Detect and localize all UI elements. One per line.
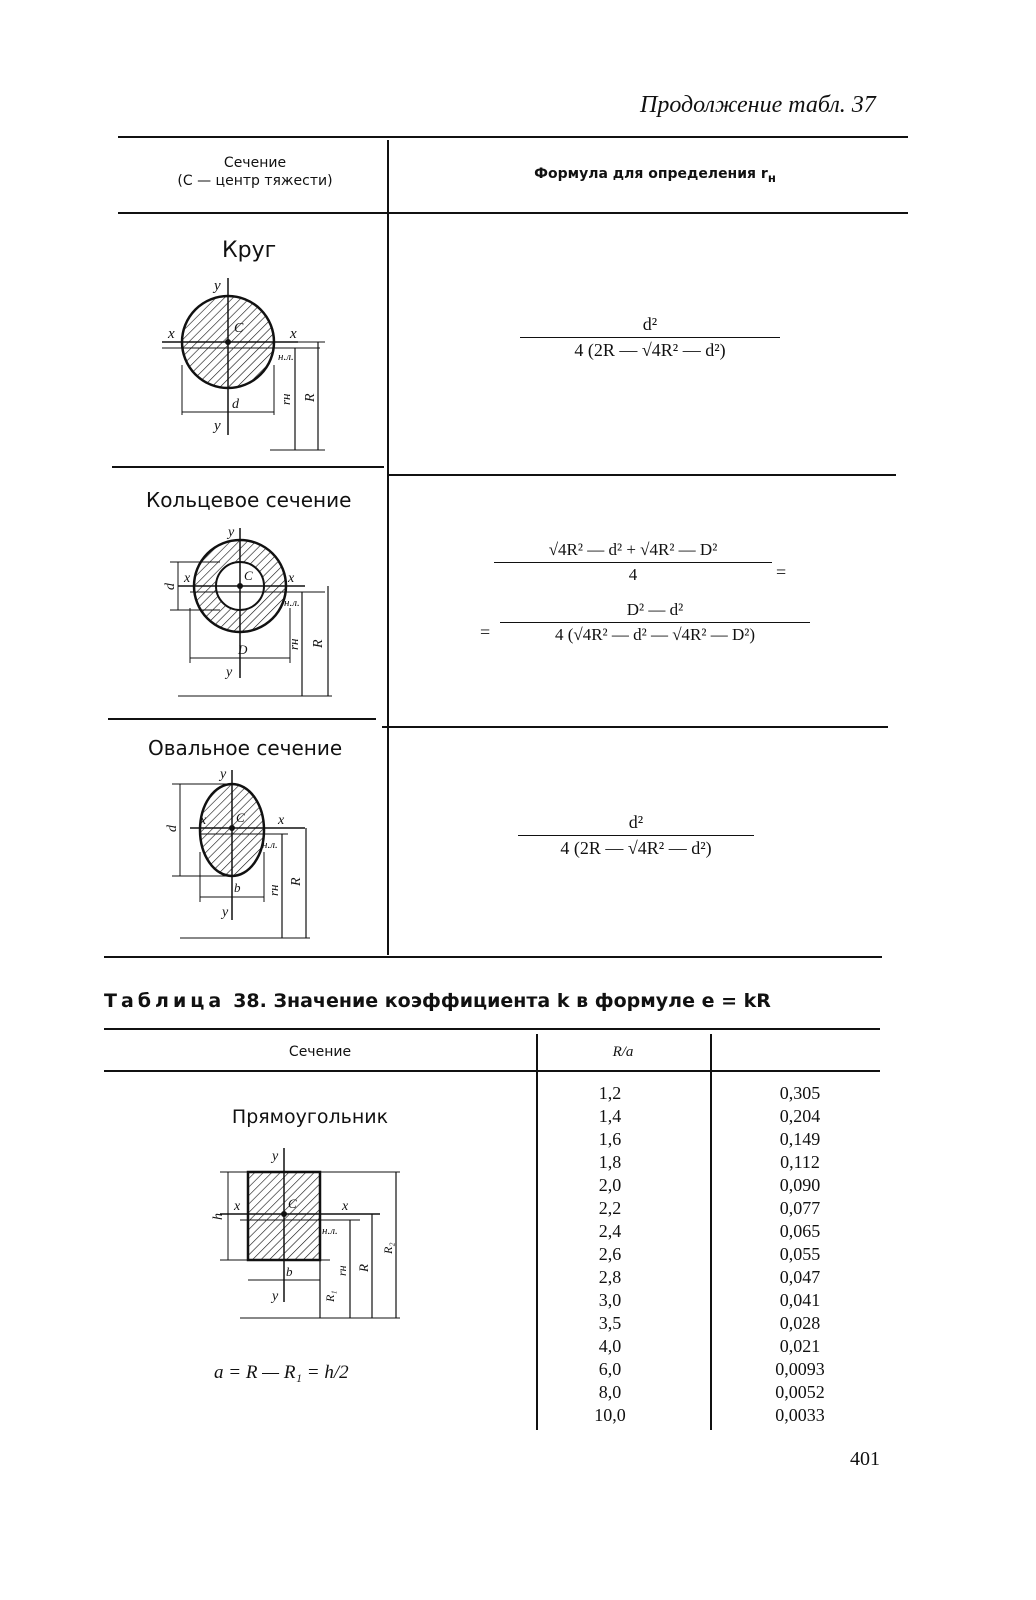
label-c: C bbox=[234, 321, 244, 336]
label-R1: R₁ bbox=[323, 1290, 337, 1302]
k-value: 0,204 bbox=[779, 1106, 821, 1126]
k-value: 0,055 bbox=[779, 1244, 821, 1264]
label-x-right: x bbox=[290, 326, 297, 342]
rectangle-section-diagram bbox=[200, 1142, 420, 1332]
label-y-bottom: y bbox=[272, 1289, 279, 1304]
k-value: 0,041 bbox=[779, 1290, 821, 1310]
fraction-bar bbox=[500, 622, 810, 623]
label-D: D bbox=[238, 642, 248, 657]
label-x-right: x bbox=[288, 571, 295, 586]
label-R: R bbox=[311, 639, 326, 648]
ratio-value: 3,0 bbox=[598, 1290, 622, 1310]
label-d: d bbox=[163, 583, 178, 590]
ratio-value: 2,0 bbox=[598, 1175, 622, 1195]
ratio-value: 3,5 bbox=[598, 1313, 622, 1333]
label-h: h bbox=[211, 1213, 226, 1220]
section-name-oval: Овальное сечение bbox=[148, 736, 343, 760]
row1-rule-left bbox=[112, 466, 384, 468]
row2-rule-right bbox=[382, 726, 888, 728]
label-y-top: y bbox=[220, 767, 227, 782]
label-y-bottom: y bbox=[214, 418, 221, 434]
ratio-value: 2,8 bbox=[598, 1267, 622, 1287]
col1-header-line1: Сечение bbox=[223, 155, 287, 171]
label-d: d bbox=[165, 825, 180, 832]
table38-caption-text: 38. Значение коэффициента k в формуле e = kR bbox=[233, 990, 771, 1012]
formula-ring-part1 bbox=[494, 540, 772, 585]
label-rn: rн bbox=[335, 1265, 349, 1276]
label-rn: rн bbox=[278, 393, 293, 405]
section-name-rectangle: Прямоугольник bbox=[231, 1106, 389, 1128]
label-y-top: y bbox=[228, 525, 235, 540]
table38-col1-header: Сечение bbox=[288, 1044, 352, 1060]
label-nl: н.л. bbox=[284, 597, 300, 609]
k-value: 0,047 bbox=[779, 1267, 821, 1287]
formula-circle bbox=[520, 314, 780, 361]
label-nl: н.л. bbox=[278, 351, 294, 363]
formula-ring-denominator1: 4 bbox=[628, 565, 638, 584]
label-y-bottom: y bbox=[222, 905, 229, 920]
fraction-bar bbox=[494, 562, 772, 563]
formula-oval bbox=[518, 812, 754, 859]
formula-circle-denominator: 4 (2R — √4R² — d²) bbox=[574, 340, 726, 360]
formula-circle-numerator: d² bbox=[642, 314, 658, 334]
k-column bbox=[740, 1082, 860, 1427]
formula-ring-denominator2: 4 (√4R² — d² — √4R² — D²) bbox=[554, 625, 756, 644]
ratio-value: 6,0 bbox=[598, 1359, 622, 1379]
label-nl: н.л. bbox=[262, 839, 278, 851]
section-name-ring: Кольцевое сечение bbox=[146, 488, 352, 512]
label-R2: R₂ bbox=[381, 1242, 395, 1254]
label-rn: rн bbox=[286, 638, 301, 650]
section-name-circle: Круг bbox=[222, 238, 277, 263]
ratio-value: 1,8 bbox=[598, 1152, 622, 1172]
label-x-left: x bbox=[168, 326, 175, 342]
k-value: 0,028 bbox=[779, 1313, 821, 1333]
ring-section-diagram bbox=[160, 518, 360, 703]
label-c: C bbox=[244, 568, 253, 583]
table38-col2-header: R/a bbox=[612, 1044, 634, 1060]
table38-divider2 bbox=[710, 1034, 712, 1430]
k-value: 0,021 bbox=[779, 1336, 821, 1356]
k-value: 0,305 bbox=[779, 1083, 821, 1103]
formula-ring-numerator2: D² — d² bbox=[626, 600, 684, 619]
label-y-bottom: y bbox=[226, 665, 233, 680]
k-value: 0,0033 bbox=[775, 1405, 825, 1425]
rectangle-formula: a = R — R₁ = h/2 bbox=[214, 1362, 349, 1383]
label-y-top: y bbox=[272, 1149, 279, 1164]
label-x-left: x bbox=[184, 571, 191, 586]
table38-header-rule bbox=[104, 1070, 880, 1072]
col2-header-label: Формула для определения r bbox=[534, 166, 768, 182]
table38-divider1 bbox=[536, 1034, 538, 1430]
formula-oval-denominator: 4 (2R — √4R² — d²) bbox=[560, 838, 712, 858]
ratio-value: 2,6 bbox=[598, 1244, 622, 1264]
fraction-bar bbox=[520, 337, 780, 338]
ratio-value: 1,6 bbox=[598, 1129, 622, 1149]
k-value: 0,0052 bbox=[775, 1382, 825, 1402]
oval-section-diagram bbox=[160, 762, 360, 947]
table38-caption bbox=[104, 990, 771, 1012]
ratio-value: 10,0 bbox=[594, 1405, 626, 1425]
circle-section-diagram bbox=[150, 270, 380, 460]
label-nl: н.л. bbox=[322, 1225, 338, 1237]
label-y-top: y bbox=[214, 278, 221, 294]
k-value: 0,065 bbox=[779, 1221, 821, 1241]
k-value: 0,112 bbox=[780, 1152, 820, 1172]
k-value: 0,149 bbox=[779, 1129, 821, 1149]
label-d: d bbox=[232, 397, 239, 412]
label-rn: rн bbox=[266, 884, 281, 896]
label-R: R bbox=[356, 1264, 371, 1272]
table37-col2-header bbox=[395, 166, 915, 185]
label-x-left: x bbox=[200, 813, 207, 828]
k-value: 0,0093 bbox=[775, 1359, 825, 1379]
label-b: b bbox=[286, 1264, 293, 1279]
col2-header-sub: н bbox=[767, 170, 776, 185]
label-R: R bbox=[289, 877, 304, 886]
ratio-value: 2,2 bbox=[598, 1198, 622, 1218]
label-c: C bbox=[288, 1196, 297, 1211]
formula-ring-eq2: = bbox=[480, 622, 491, 642]
ratio-value: 1,4 bbox=[598, 1106, 622, 1126]
table38-caption-prefix: Таблица bbox=[104, 990, 226, 1012]
formula-ring-numerator1: √4R² — d² + √4R² — D² bbox=[548, 540, 718, 559]
row1-rule-right bbox=[388, 474, 896, 476]
page-number: 401 bbox=[850, 1448, 880, 1470]
table37-column-divider bbox=[387, 140, 389, 955]
table37-bottom-rule bbox=[104, 956, 882, 958]
row2-rule-left bbox=[108, 718, 376, 720]
table38-top-rule bbox=[104, 1028, 880, 1030]
label-b: b bbox=[234, 880, 241, 895]
col1-header-line2: (С — центр тяжести) bbox=[177, 173, 333, 189]
formula-ring-eq1: = bbox=[776, 562, 787, 582]
label-R: R bbox=[303, 393, 318, 402]
label-x-left: x bbox=[234, 1199, 241, 1214]
table37-top-rule bbox=[118, 136, 908, 138]
ratio-value: 2,4 bbox=[598, 1221, 622, 1241]
ratio-value: 4,0 bbox=[598, 1336, 622, 1356]
formula-ring-part2 bbox=[500, 600, 810, 645]
fraction-bar bbox=[518, 835, 754, 836]
formula-oval-numerator: d² bbox=[628, 812, 644, 832]
k-value: 0,077 bbox=[779, 1198, 821, 1218]
page-header: Продолжение табл. 37 bbox=[640, 92, 876, 118]
table37-header-rule bbox=[118, 212, 908, 214]
label-c: C bbox=[236, 810, 245, 825]
ratio-value: 8,0 bbox=[598, 1382, 622, 1402]
label-x-right: x bbox=[278, 813, 285, 828]
ratio-column bbox=[560, 1082, 660, 1427]
k-value: 0,090 bbox=[779, 1175, 821, 1195]
label-x-right: x bbox=[342, 1199, 349, 1214]
table37-col1-header bbox=[130, 154, 380, 190]
ratio-value: 1,2 bbox=[598, 1083, 622, 1103]
